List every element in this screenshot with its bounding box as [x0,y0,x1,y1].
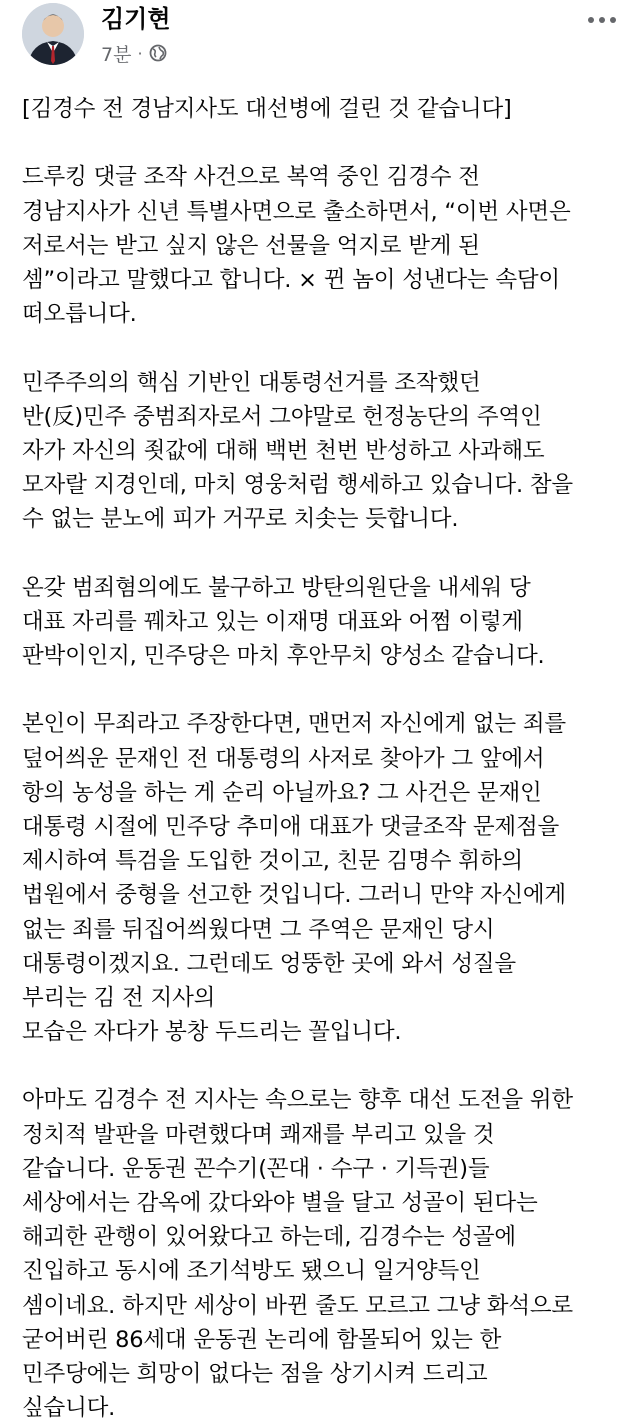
paragraph-gap [22,126,626,160]
text-line: 저로서는 받고 싶지 않은 선물을 억지로 받게 된 [22,232,480,259]
text-line: 싶습니다. [22,1395,116,1422]
post-meta [101,40,167,66]
text-line: 셈이네요. 하지만 세상이 바뀐 줄도 모르고 그냥 화석으로 [22,1292,573,1319]
text-line: 드루킹 댓글 조작 사건으로 복역 중인 김경수 전 [22,164,480,191]
text-line: 본인이 무죄라고 주장한다면, 맨먼저 자신에게 없는 죄를 [22,711,566,738]
text-line: 굳어버린 86세대 운동권 논리에 함몰되어 있는 한 [22,1326,502,1353]
post-time[interactable]: 7분 [101,43,132,66]
text-line: 정치적 발판을 마련했다며 쾌재를 부리고 있을 것 [22,1121,495,1148]
text-line: 항의 농성을 하는 게 순리 아닐까요? 그 사건은 문재인 [22,779,542,806]
text-line: 온갖 범죄혐의에도 불구하고 방탄의원단을 내세워 당 [22,574,531,601]
meta-separator: · [137,43,143,63]
text-line: 없는 죄를 뒤집어씌웠다면 그 주역은 문재인 당시 [22,916,495,943]
more-dot [588,17,594,23]
text-line: 대통령이겠지요. 그런데도 엉뚱한 곳에 와서 성질을 [22,950,516,977]
text-line: 아마도 김경수 전 지사는 속으로는 향후 대선 도전을 위한 [22,1087,573,1114]
paragraph-gap [22,331,626,365]
text-line: 자가 자신의 죗값에 대해 백번 천번 반성하고 사과해도 [22,437,545,464]
text-line: 떠오릅니다. [22,301,137,328]
paragraph-gap [22,536,626,570]
post-title: [김경수 전 경남지사도 대선병에 걸린 것 같습니다] [22,96,512,122]
text-line: 민주주의의 핵심 기반인 대통령선거를 조작했던 [22,369,481,396]
text-line: 경남지사가 신년 특별사면으로 출소하면서, “이번 사면은 [22,198,571,225]
more-dot [599,17,605,23]
text-line: 판박이인지, 민주당은 마치 후안무치 양성소 같습니다. [22,643,545,669]
text-line: 모자랄 지경인데, 마치 영웅처럼 행세하고 있습니다. 참을 [22,472,573,499]
text-line: 셈”이라고 말했다고 합니다. × 뀐 놈이 성낸다는 속담이 [22,266,560,293]
text-line: 법원에서 중형을 선고한 것입니다. 그러니 만약 자신에게 [22,882,566,909]
globe-icon[interactable] [149,44,167,62]
post-text [22,92,626,1425]
text-line: 모습은 자다가 봉창 두드리는 꼴입니다. [22,1019,402,1046]
text-line: 덮어씌운 문재인 전 대통령의 사저로 찾아가 그 앞에서 [22,745,545,772]
text-line: 제시하여 특검을 도입한 것이고, 친문 김명수 휘하의 [22,848,523,875]
text-line: 대표 자리를 꿰차고 있는 이재명 대표와 어쩜 이렇게 [22,608,523,635]
paragraph-gap [22,673,626,707]
paragraph-gap [22,1049,626,1083]
avatar[interactable] [22,3,84,65]
text-line: 부리는 김 전 지사의 [22,984,216,1011]
text-line: 대통령 시절에 민주당 추미애 대표가 댓글조작 문제점을 [22,813,560,840]
text-line: 반(反)민주 중범죄자로서 그야말로 헌정농단의 주역인 [22,403,542,430]
text-line: 수 없는 분노에 피가 거꾸로 치솟는 듯합니다. [22,506,459,533]
text-line: 해괴한 관행이 있어왔다고 하는데, 김경수는 성골에 [22,1224,516,1251]
text-line: 같습니다. 운동권 꼰수기(꼰대 · 수구 · 기득권)들 [22,1155,490,1182]
text-line: 민주당에는 희망이 없다는 점을 상기시켜 드리고 [22,1360,488,1387]
text-line: 진입하고 동시에 조기석방도 됐으니 일거양득인 [22,1258,481,1285]
text-line: 세상에서는 감옥에 갔다와야 별을 달고 성골이 된다는 [22,1190,538,1216]
more-options-icon[interactable] [582,10,622,30]
more-dot [610,17,616,23]
author-name[interactable]: 김기현 [101,5,171,33]
profile-photo [22,3,84,65]
post-header [0,0,640,78]
